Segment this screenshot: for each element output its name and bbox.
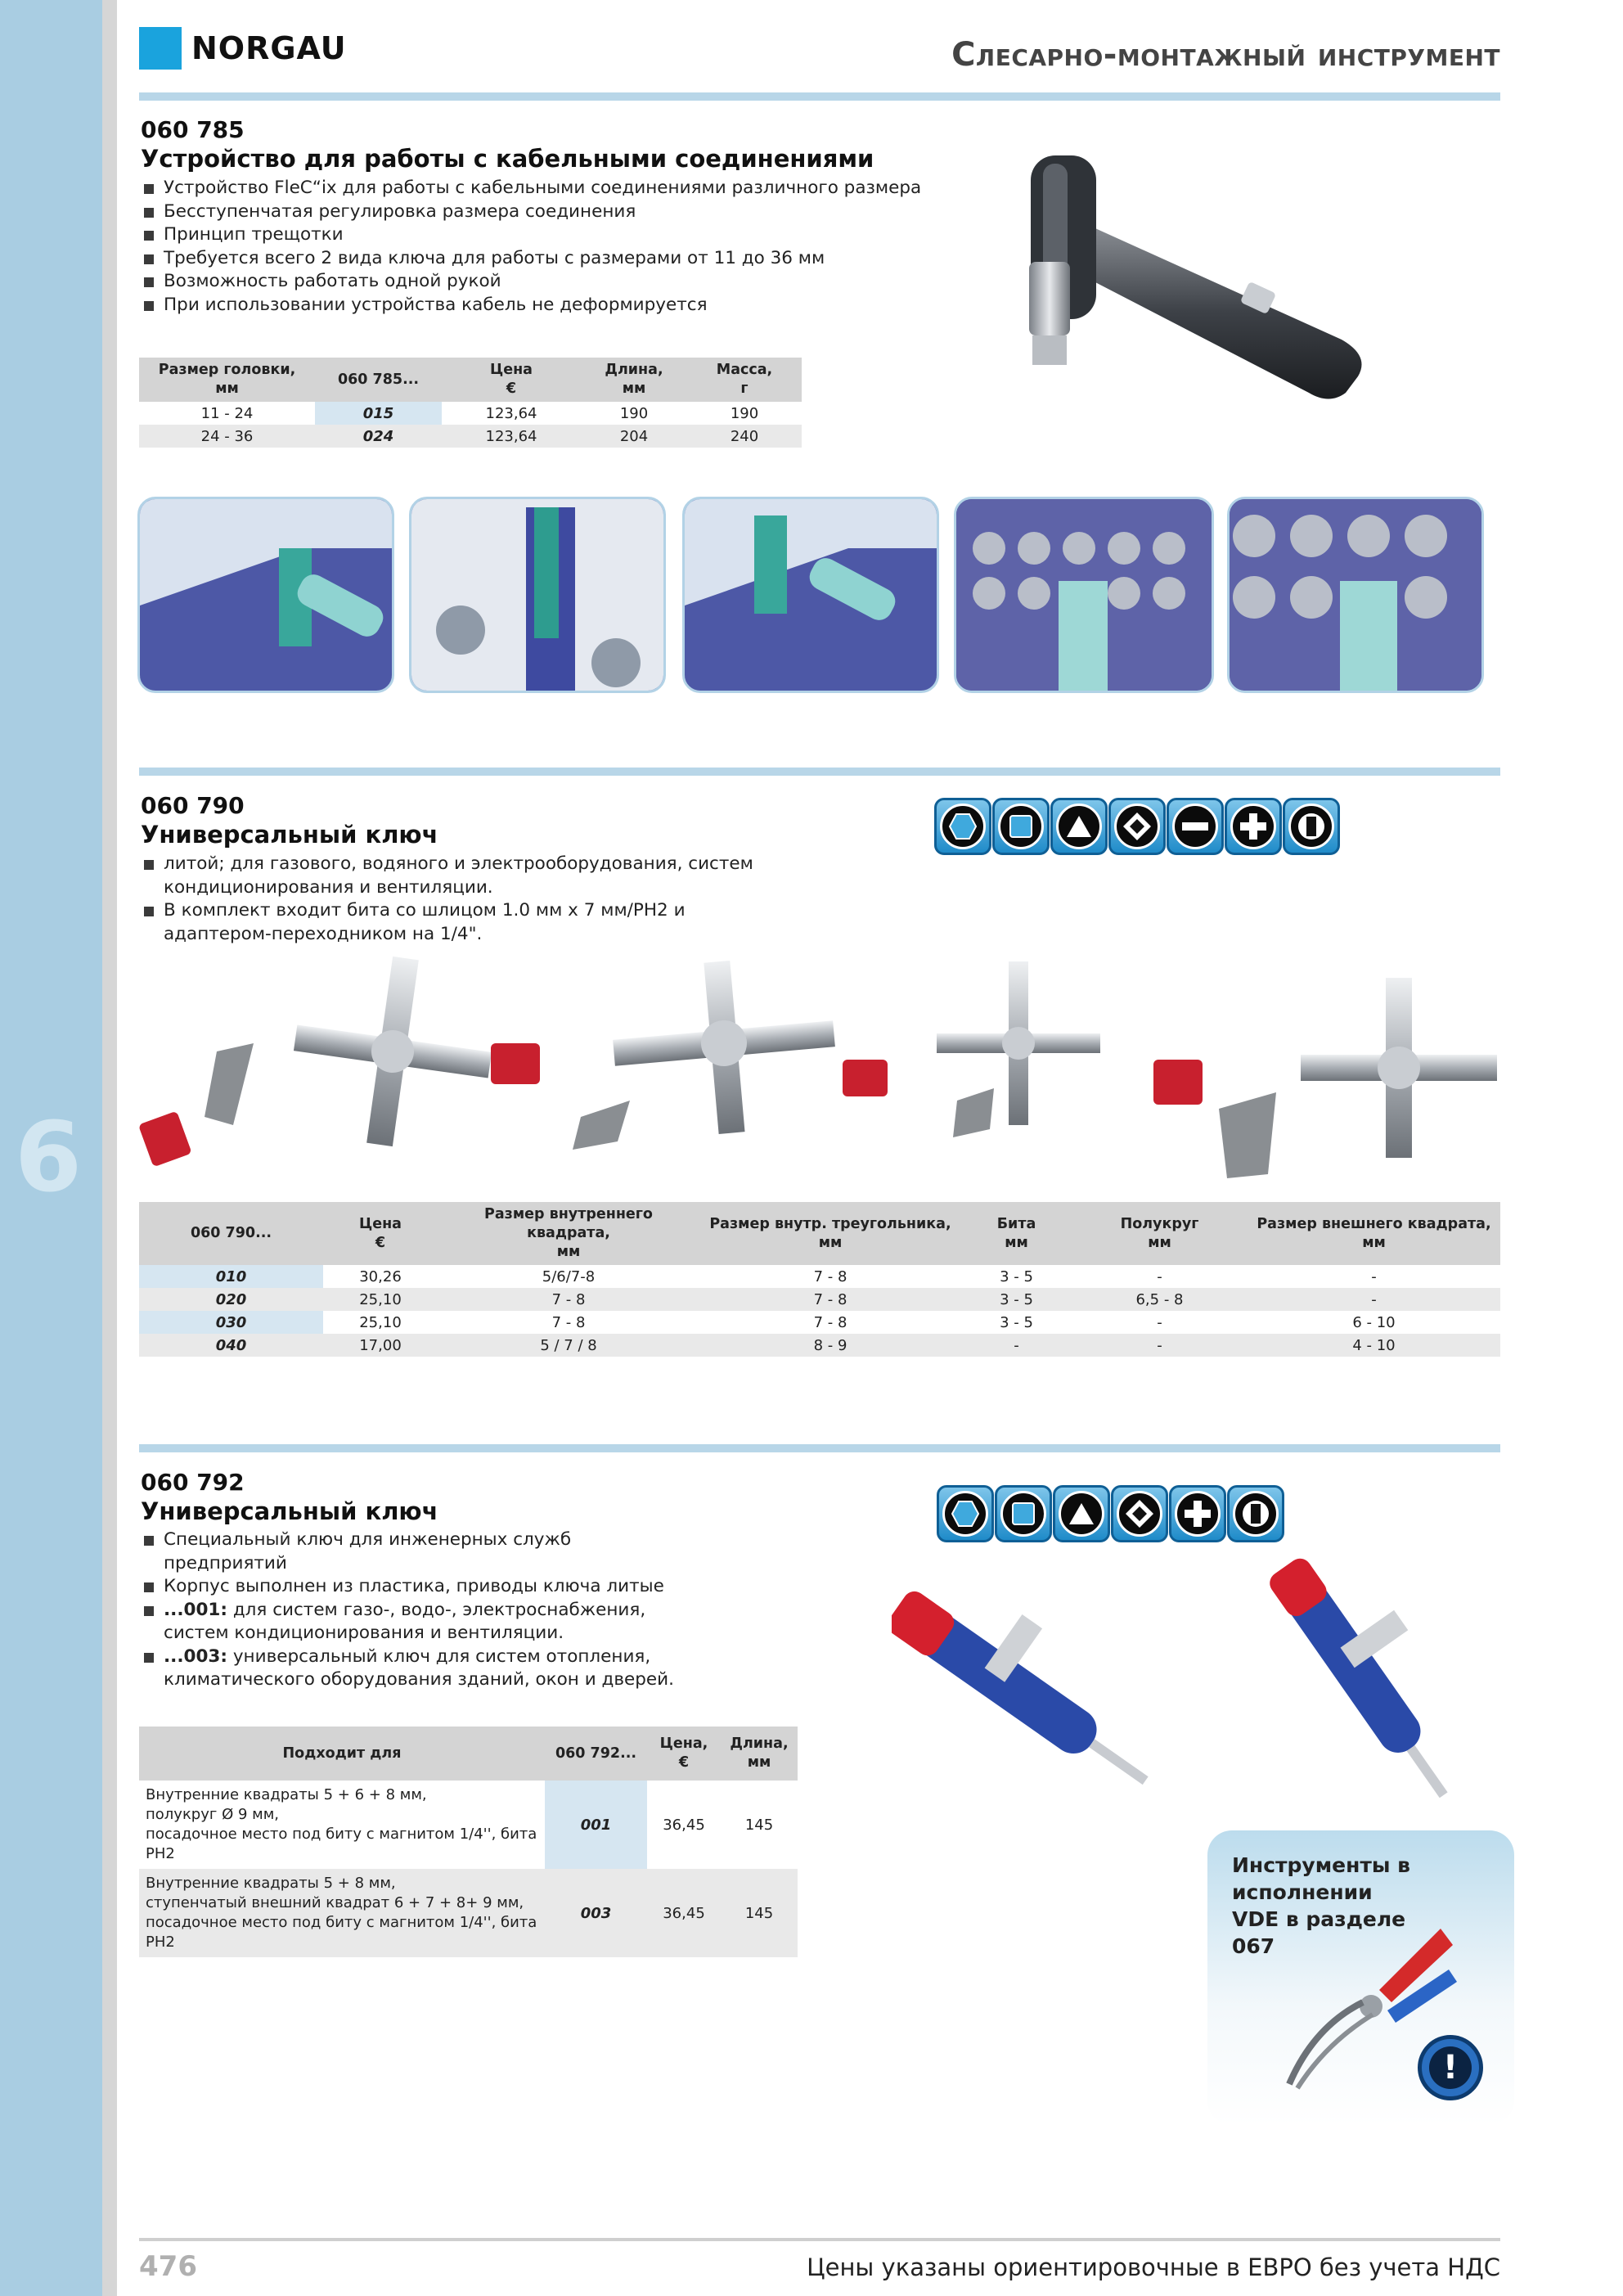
table-cell: 7 - 8: [813, 1313, 847, 1331]
column-header: 060 790...: [139, 1202, 323, 1265]
article-code: 040: [139, 1334, 323, 1357]
table-cell: 204: [581, 425, 687, 448]
feature-item: литой; для газового, водяного и электрооборудования, систем кондиционирования и вентиляции.: [141, 853, 762, 899]
table-cell: 30,26: [359, 1267, 402, 1285]
cross-icon: [1225, 798, 1282, 855]
usage-photo: [1227, 497, 1484, 693]
feature-item: Специальный ключ для инженерных служб предприятий: [141, 1528, 697, 1575]
feature-list: [141, 1528, 697, 1692]
diamond-icon: [1108, 798, 1166, 855]
table-cell: -: [1072, 1334, 1248, 1357]
cross-icon: [1169, 1485, 1226, 1542]
table-cell: 5/6/7-8: [542, 1267, 596, 1285]
profile-icon-strip: [934, 798, 1341, 855]
half-moon-icon: [1227, 1485, 1284, 1542]
feature-item: При использовании устройства кабель не деформируется: [141, 294, 921, 317]
cross-keys-image: [139, 953, 1500, 1186]
sidebar-edge: [102, 0, 117, 2296]
table-row: [139, 1288, 1500, 1311]
table-cell: Внутренние квадраты 5 + 6 + 8 мм, полукруг Ø 9 мм, посадочное место под биту с магнитом 1/4'', бита PH2: [146, 1786, 537, 1862]
table-cell: 145: [744, 1816, 774, 1834]
table-cell: -: [1248, 1288, 1500, 1311]
triangle-icon: [1053, 1485, 1110, 1542]
table-cell: 17,00: [323, 1334, 438, 1357]
product-title: Устройство для работы с кабельными соединениями: [141, 145, 874, 173]
vde-callout: [1207, 1830, 1514, 2125]
table-cell: 190: [730, 404, 759, 422]
chapter-number: 6: [15, 1101, 83, 1213]
usage-photo: [682, 497, 939, 693]
product-code: 060 785: [141, 116, 245, 143]
table-cell: 7 - 8: [699, 1288, 961, 1311]
feature-list: [141, 853, 762, 946]
table-cell: -: [1157, 1267, 1162, 1285]
profile-icon-strip: [937, 1485, 1285, 1542]
page-title: Слесарно-монтажный инструмент: [951, 36, 1500, 74]
product-code: 060 790: [141, 792, 245, 819]
table-cell: Внутренние квадраты 5 + 8 мм, ступенчатый внешний квадрат 6 + 7 + 8+ 9 мм, посадочное место под биту с магнитом 1/4'', бита PH2: [139, 1869, 545, 1957]
table-cell: 4 - 10: [1248, 1334, 1500, 1357]
table-cell: -: [961, 1334, 1072, 1357]
table-cell: 36,45: [647, 1869, 721, 1957]
table-row: [139, 1334, 1500, 1357]
column-header: Размер головки, мм: [139, 358, 315, 402]
table-row: [139, 1781, 798, 1869]
spec-table: [139, 1202, 1500, 1357]
table-cell: 5 / 7 / 8: [438, 1334, 699, 1357]
table-cell: 36,45: [663, 1816, 705, 1834]
product-code: 060 792: [141, 1469, 245, 1496]
table-cell: 7 - 8: [438, 1288, 699, 1311]
column-header: Длина, мм: [581, 358, 687, 402]
section-divider: [139, 768, 1500, 776]
info-exclamation-icon: !: [1418, 2035, 1483, 2100]
footer-divider: [139, 2238, 1500, 2241]
brand-name: NORGAU: [191, 30, 347, 66]
column-header: 060 785...: [315, 358, 442, 402]
table-header-row: [139, 1727, 798, 1781]
vde-callout-text: Инструменты в исполнении VDE в разделе 067: [1232, 1853, 1410, 1958]
table-cell: 25,10: [323, 1288, 438, 1311]
table-cell: 145: [721, 1869, 798, 1957]
table-cell: 3 - 5: [1000, 1313, 1033, 1331]
table-cell: -: [1157, 1313, 1162, 1331]
section-divider: [139, 1444, 1500, 1452]
table-row: [139, 1869, 798, 1957]
column-header: Масса, г: [687, 358, 802, 402]
feature-item: ...003: универсальный ключ для систем отопления, климатического оборудования зданий, окон и дверей.: [141, 1645, 697, 1692]
feature-item: Принцип трещотки: [141, 223, 921, 247]
article-code: 001: [545, 1781, 647, 1869]
square-icon: [995, 1485, 1052, 1542]
table-cell: 123,64: [485, 404, 537, 422]
column-header: Размер внутр. треугольника, мм: [699, 1202, 961, 1265]
hexagon-icon: [937, 1485, 994, 1542]
column-header: Цена €: [442, 358, 581, 402]
column-header: Бита мм: [961, 1202, 1072, 1265]
table-header-row: [139, 358, 802, 402]
square-icon: [992, 798, 1050, 855]
column-header: Размер внутреннего квадрата, мм: [438, 1202, 699, 1265]
table-cell: 3 - 5: [961, 1288, 1072, 1311]
table-cell: 11 - 24: [200, 404, 254, 422]
column-header: Полукруг мм: [1072, 1202, 1248, 1265]
table-cell: 7 - 8: [551, 1313, 586, 1331]
feature-item: Возможность работать одной рукой: [141, 270, 921, 294]
logo-square-icon: [139, 27, 182, 70]
spec-table: [139, 1727, 798, 1957]
feature-item: Бесступенчатая регулировка размера соединения: [141, 200, 921, 224]
article-code: 015: [315, 402, 442, 425]
column-header: 060 792...: [545, 1727, 647, 1781]
table-row: [139, 1311, 1500, 1334]
header-divider: [139, 92, 1500, 101]
feature-item: Устройство FleC“ix для работы с кабельными соединениями различного размера: [141, 177, 921, 200]
column-header: Длина, мм: [721, 1727, 798, 1781]
usage-photo: [137, 497, 394, 693]
diamond-icon: [1111, 1485, 1168, 1542]
price-note: Цены указаны ориентировочные в ЕВРО без учета НДС: [807, 2253, 1500, 2281]
usage-photo: [954, 497, 1214, 693]
table-row: [139, 402, 802, 425]
plastic-keys-image: [892, 1555, 1505, 1866]
triangle-icon: [1050, 798, 1108, 855]
table-cell: 190: [619, 404, 649, 422]
column-header: Цена €: [323, 1202, 438, 1265]
table-cell: 123,64: [442, 425, 581, 448]
product-title: Универсальный ключ: [141, 1497, 438, 1525]
table-cell: 7 - 8: [813, 1267, 847, 1285]
article-code: 020: [139, 1288, 323, 1311]
product-title: Универсальный ключ: [141, 821, 438, 849]
spec-table: [139, 358, 802, 448]
article-code: 030: [139, 1311, 323, 1334]
table-cell: 8 - 9: [699, 1334, 961, 1357]
feature-item: ...001: для систем газо-, водо-, электроснабжения, систем кондиционирования и вентиляции.: [141, 1599, 697, 1645]
table-header-row: [139, 1202, 1500, 1265]
column-header: Подходит для: [139, 1727, 545, 1781]
feature-item: Корпус выполнен из пластика, приводы ключа литые: [141, 1575, 697, 1599]
column-header: Размер внешнего квадрата, мм: [1248, 1202, 1500, 1265]
article-code: 024: [315, 425, 442, 448]
table-cell: 3 - 5: [1000, 1267, 1033, 1285]
brand-logo: [139, 27, 347, 70]
usage-photo: [409, 497, 666, 693]
table-cell: -: [1371, 1267, 1377, 1285]
column-header: Цена, €: [647, 1727, 721, 1781]
table-row: [139, 1265, 1500, 1288]
table-cell: 6 - 10: [1352, 1313, 1396, 1331]
article-code: 003: [545, 1869, 647, 1957]
hexagon-icon: [934, 798, 991, 855]
feature-item: В комплект входит бита со шлицом 1.0 мм х 7 мм/PH2 и адаптером-переходником на 1/4".: [141, 899, 762, 946]
table-cell: 25,10: [359, 1313, 402, 1331]
table-cell: 240: [687, 425, 802, 448]
table-row: [139, 425, 802, 448]
feature-list: [141, 177, 921, 317]
cable-tool-image: [1014, 147, 1382, 425]
table-cell: 24 - 36: [139, 425, 315, 448]
feature-item: Требуется всего 2 вида ключа для работы с размерами от 11 до 36 мм: [141, 247, 921, 271]
article-code: 010: [139, 1265, 323, 1288]
page-number: 476: [139, 2250, 197, 2283]
half-moon-icon: [1283, 798, 1340, 855]
table-cell: 6,5 - 8: [1072, 1288, 1248, 1311]
slot-icon: [1167, 798, 1224, 855]
